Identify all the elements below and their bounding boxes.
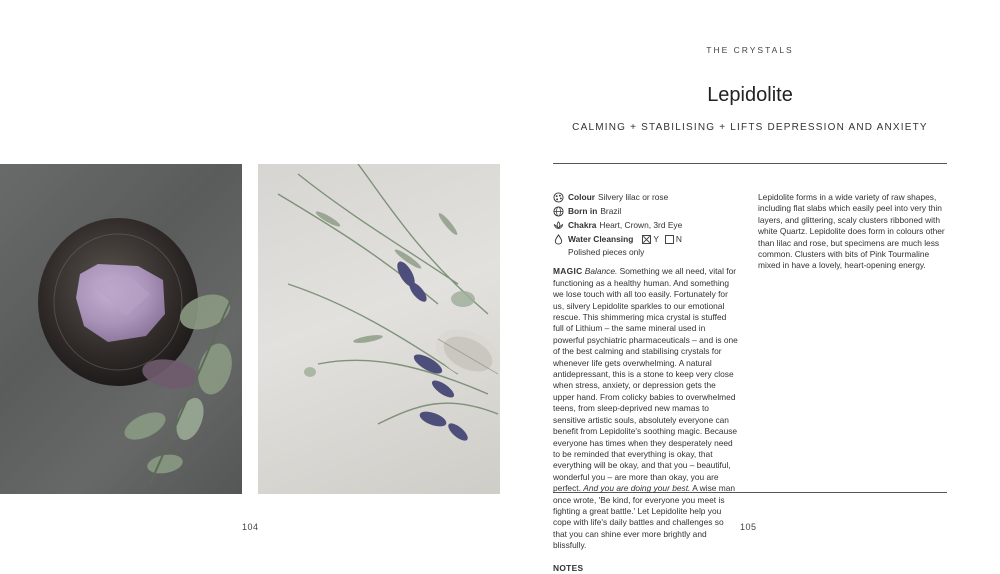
lavender-sage-photo [258, 164, 500, 494]
magic-emphasis-2: And you are doing your best. [583, 483, 691, 494]
page-subtitle: CALMING + STABILISING + LIFTS DEPRESSION AND ANXIETY [572, 122, 928, 133]
text-column-left [553, 192, 739, 574]
magic-lead: MAGIC [553, 266, 583, 277]
magic-text-2: A wise man once wrote, 'Be kind, for everyone you meet is fighting a great battle.' Let Lepidolite help you cope with life's daily battles and challenges so that you can shine ever more brightly and blissfully. [553, 483, 736, 551]
attr-colour-label: Colour [568, 192, 595, 202]
attr-born-in-label: Born in [568, 206, 598, 216]
globe-icon [553, 206, 564, 217]
magic-paragraph-continued [758, 192, 948, 272]
attr-chakra-label: Chakra [568, 220, 597, 230]
page-number-left: 104 [242, 522, 259, 532]
palette-icon [553, 192, 564, 203]
lotus-icon [553, 220, 564, 231]
checkbox-no-label: N [675, 234, 682, 244]
checkbox-yes [642, 235, 651, 244]
magic-paragraph [553, 266, 739, 574]
section-label: THE CRYSTALS [706, 45, 794, 55]
magic-emphasis: Balance. [584, 266, 618, 277]
notes-text: Lepidolite forms in a wide variety of raw shapes, including flat slabs which easily peel into very thin layers, and glittering, scaly clusters ribboned with white Quartz. Lepidolite does form in colours other than lilac and rose, but specimens are much less common. Clusters with bits of Pink Tourmaline mixed in have a lovely, heart-opening energy. [758, 192, 945, 271]
magic-text: Something we all need, vital for functioning as a healthy human. And something we lose touch with all too easily. Fortunately for us, silvery Lepidolite sparkles to our emotional rescue. This shimmering mica crystal is stuffed full of Lithium – the same mineral used in powerful psychiatric pharmaceuticals – and is one of the best calming and stabilising crystals for whenever life gets overwhelming. A natural antidepressant, this is a stone to keep very close when stress, anxiety, or depression gets the upper hand. From colicky babies to overwhelmed teens, from sleep-deprived new mamas to sensitive artistic souls, absolutely everyone can benefit from Lepidolite's soothing magic. Because everyone has times when they desperately need to be reminded that everything is okay, that everything will be okay, and that you – beautiful, wonderful you – are more than okay, you are perfect. [553, 266, 738, 494]
attr-water-cleansing [553, 234, 739, 245]
checkbox-yes-label: Y [653, 234, 659, 244]
crystal-plate-photo [0, 164, 242, 494]
checkbox-no [665, 235, 674, 244]
water-drop-icon [553, 234, 564, 245]
page-number-right: 105 [740, 522, 757, 532]
top-divider [553, 163, 947, 164]
text-column-right [758, 192, 948, 272]
attr-water-cleansing-label: Water Cleansing [568, 234, 634, 244]
attr-born-in-value: Brazil [600, 206, 622, 216]
water-cleansing-note: Polished pieces only [568, 247, 645, 257]
attr-chakra-value: Heart, Crown, 3rd Eye [599, 220, 683, 230]
page-title: Lepidolite [707, 84, 793, 106]
attr-born-in [553, 206, 739, 217]
attr-colour-value: Silvery lilac or rose [597, 192, 669, 202]
attr-colour [553, 192, 739, 203]
attr-chakra [553, 220, 739, 231]
notes-lead: NOTES [553, 562, 584, 573]
